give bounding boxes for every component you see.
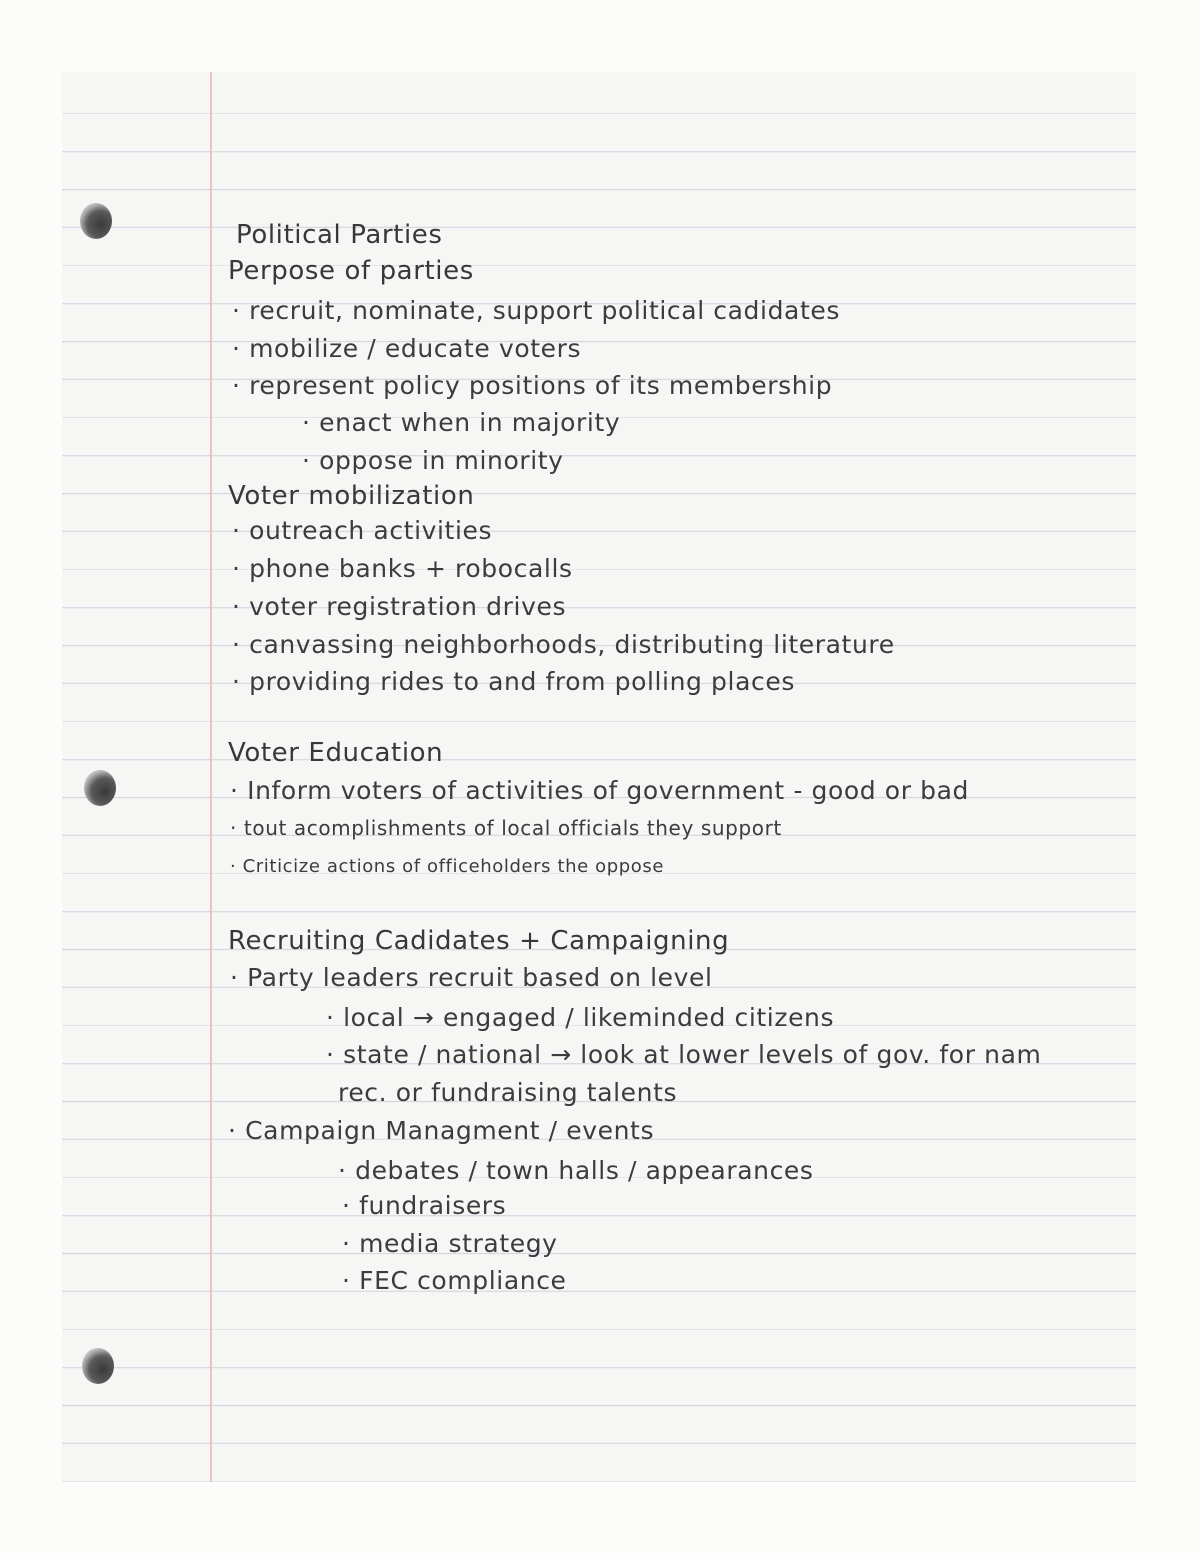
section-heading-mobilization: Voter mobilization xyxy=(228,481,475,511)
list-item: · Criticize actions of officeholders the oppose xyxy=(230,856,665,877)
list-item: · voter registration drives xyxy=(232,592,567,621)
margin-line xyxy=(210,72,212,1482)
list-item: · mobilize / educate voters xyxy=(232,334,582,363)
list-item: · Party leaders recruit based on level xyxy=(230,963,713,992)
list-item: · outreach activities xyxy=(232,516,493,545)
list-item: · local → engaged / likeminded citizens xyxy=(326,1003,835,1032)
list-item: · FEC compliance xyxy=(342,1266,567,1295)
list-item: · Inform voters of activities of government - good or bad xyxy=(230,776,969,805)
list-item: · providing rides to and from polling places xyxy=(232,667,795,696)
punch-hole-middle xyxy=(84,770,116,806)
punch-hole-bottom xyxy=(82,1348,114,1384)
list-item: · Campaign Managment / events xyxy=(228,1116,655,1145)
punch-hole-top xyxy=(80,203,112,239)
section-heading-purpose: Perpose of parties xyxy=(228,256,474,286)
list-item: · enact when in majority xyxy=(302,408,621,437)
list-item: rec. or fundraising talents xyxy=(338,1078,678,1107)
list-item: · represent policy positions of its membership xyxy=(232,371,833,400)
section-heading-education: Voter Education xyxy=(228,738,444,768)
section-heading-recruiting: Recruiting Cadidates + Campaigning xyxy=(228,926,730,956)
list-item: · fundraisers xyxy=(342,1191,507,1220)
list-item: · oppose in minority xyxy=(302,446,564,475)
list-item: · debates / town halls / appearances xyxy=(338,1156,814,1185)
list-item: · state / national → look at lower levels of gov. for nam xyxy=(326,1040,1042,1069)
notes-title: Political Parties xyxy=(236,220,443,250)
list-item: · recruit, nominate, support political cadidates xyxy=(232,296,840,325)
list-item: · phone banks + robocalls xyxy=(232,554,573,583)
list-item: · media strategy xyxy=(342,1229,558,1258)
list-item: · canvassing neighborhoods, distributing literature xyxy=(232,630,895,659)
list-item: · tout acomplishments of local officials they support xyxy=(230,816,782,840)
